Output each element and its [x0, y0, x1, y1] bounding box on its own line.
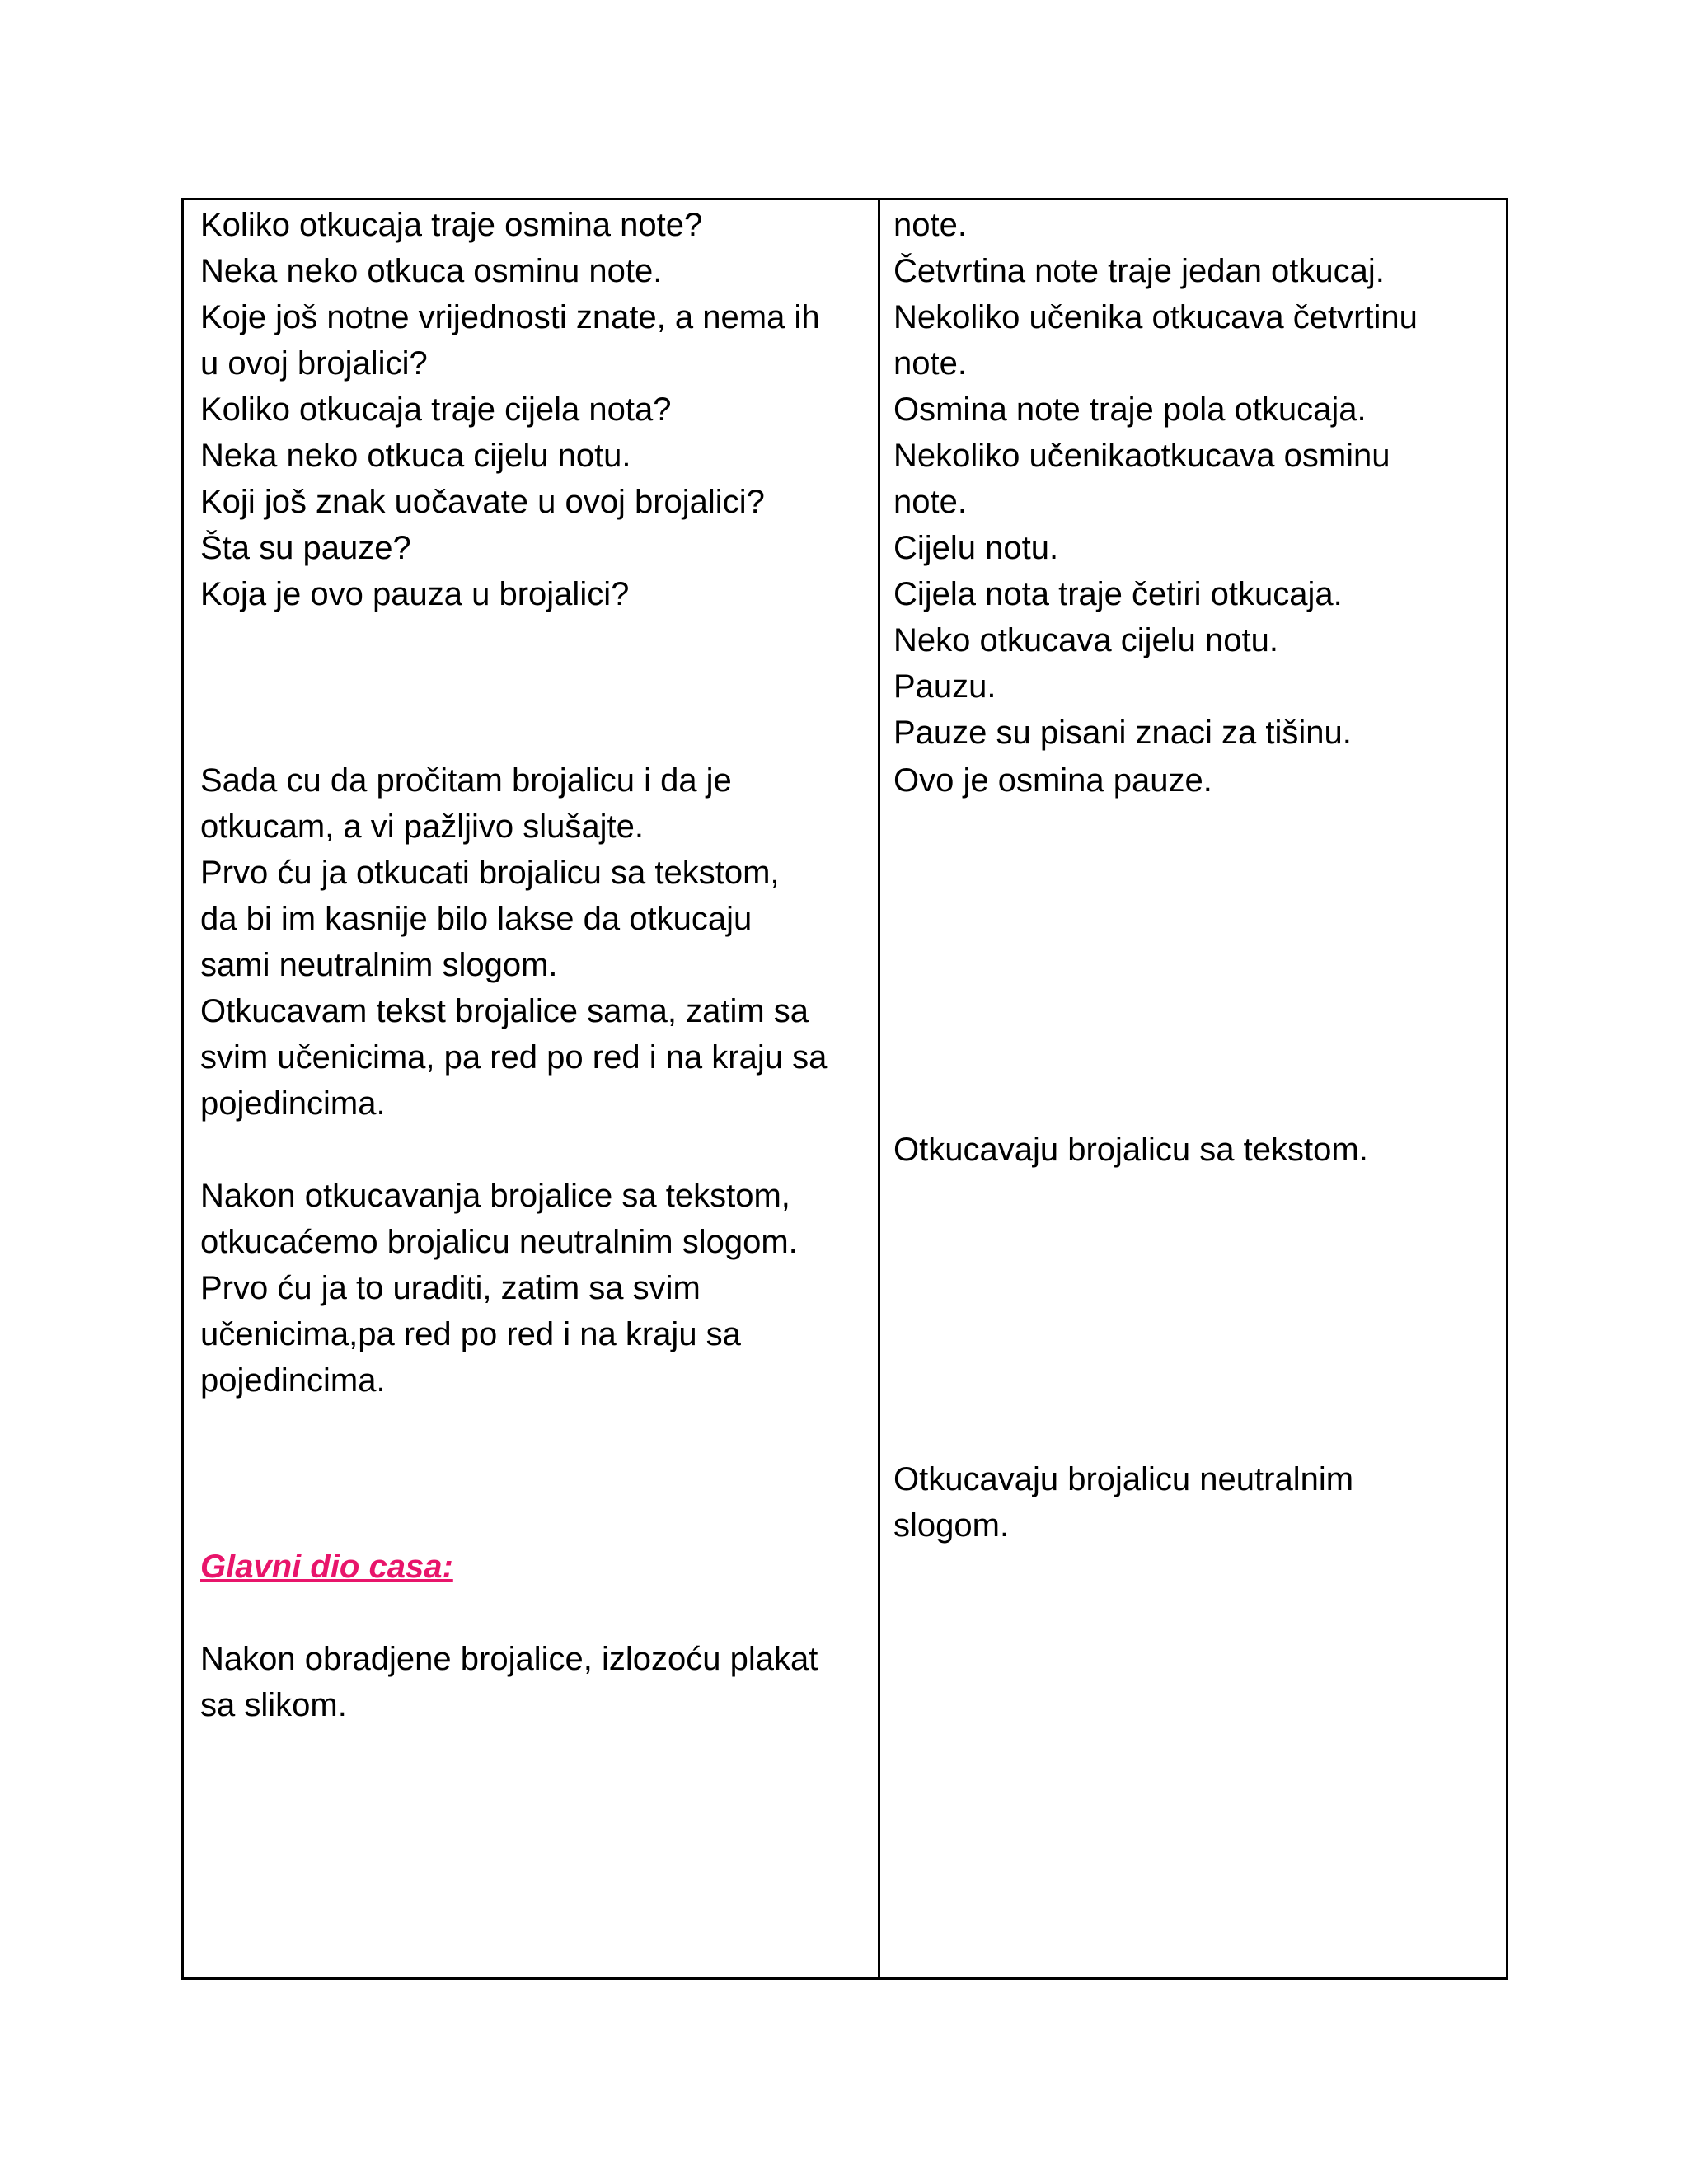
text-line: otkucam, a vi pažljivo slušajte.: [200, 808, 645, 845]
text-line: note.: [893, 484, 967, 520]
text-line: Neka neko otkuca cijelu notu.: [200, 438, 631, 474]
text-line: Nekoliko učenika otkucava četvrtinu: [893, 299, 1418, 335]
text-line: Ovo je osmina pauze.: [893, 762, 1212, 799]
text-line: Neka neko otkuca osminu note.: [200, 253, 663, 289]
text-line: sa slikom.: [200, 1687, 347, 1723]
text-line: svim učenicima, pa red po red i na kraju sa: [200, 1039, 828, 1076]
text-line: Četvrtina note traje jedan otkucaj.: [893, 253, 1385, 289]
text-line: Koja je ovo pauza u brojalici?: [200, 576, 630, 612]
text-line: Pauzu.: [893, 668, 996, 705]
text-line: Nakon obradjene brojalice, izlozoću plakat: [200, 1641, 818, 1677]
text-line: Neko otkucava cijelu notu.: [893, 622, 1278, 658]
text-line: note.: [893, 345, 967, 382]
text-line: note.: [893, 207, 967, 243]
text-line: da bi im kasnije bilo lakse da otkucaju: [200, 901, 753, 937]
column-divider: [878, 200, 880, 1977]
text-line: Nekoliko učenikaotkucava osminu: [893, 438, 1390, 474]
text-line: sami neutralnim slogom.: [200, 947, 558, 983]
text-line: Koliko otkucaja traje cijela nota?: [200, 391, 672, 428]
text-line: Sada cu da pročitam brojalicu i da je: [200, 762, 732, 799]
text-line: učenicima,pa red po red i na kraju sa: [200, 1316, 741, 1352]
text-line: Koji još znak uočavate u ovoj brojalici?: [200, 484, 765, 520]
text-line: Cijelu notu.: [893, 530, 1059, 566]
text-line: Nakon otkucavanja brojalice sa tekstom,: [200, 1178, 790, 1214]
text-line: Osmina note traje pola otkucaja.: [893, 391, 1367, 428]
text-line: slogom.: [893, 1507, 1010, 1544]
text-line: Otkucavam tekst brojalice sama, zatim sa: [200, 993, 809, 1029]
text-line: Otkucavaju brojalicu neutralnim: [893, 1461, 1354, 1497]
text-line: Šta su pauze?: [200, 530, 411, 566]
section-heading: Glavni dio casa:: [200, 1549, 453, 1585]
text-line: Koje još notne vrijednosti znate, a nema ih: [200, 299, 820, 335]
text-line: Prvo ću ja to uraditi, zatim sa svim: [200, 1270, 701, 1306]
text-line: Koliko otkucaja traje osmina note?: [200, 207, 703, 243]
lesson-table: [181, 198, 1508, 1980]
text-line: Otkucavaju brojalicu sa tekstom.: [893, 1132, 1368, 1168]
text-line: Pauze su pisani znaci za tišinu.: [893, 715, 1352, 751]
text-line: pojedincima.: [200, 1085, 386, 1122]
text-line: u ovoj brojalici?: [200, 345, 428, 382]
text-line: Prvo ću ja otkucati brojalicu sa tekstom,: [200, 855, 780, 891]
text-line: otkucaćemo brojalicu neutralnim slogom.: [200, 1224, 798, 1260]
text-line: pojedincima.: [200, 1362, 386, 1399]
text-line: Cijela nota traje četiri otkucaja.: [893, 576, 1343, 612]
